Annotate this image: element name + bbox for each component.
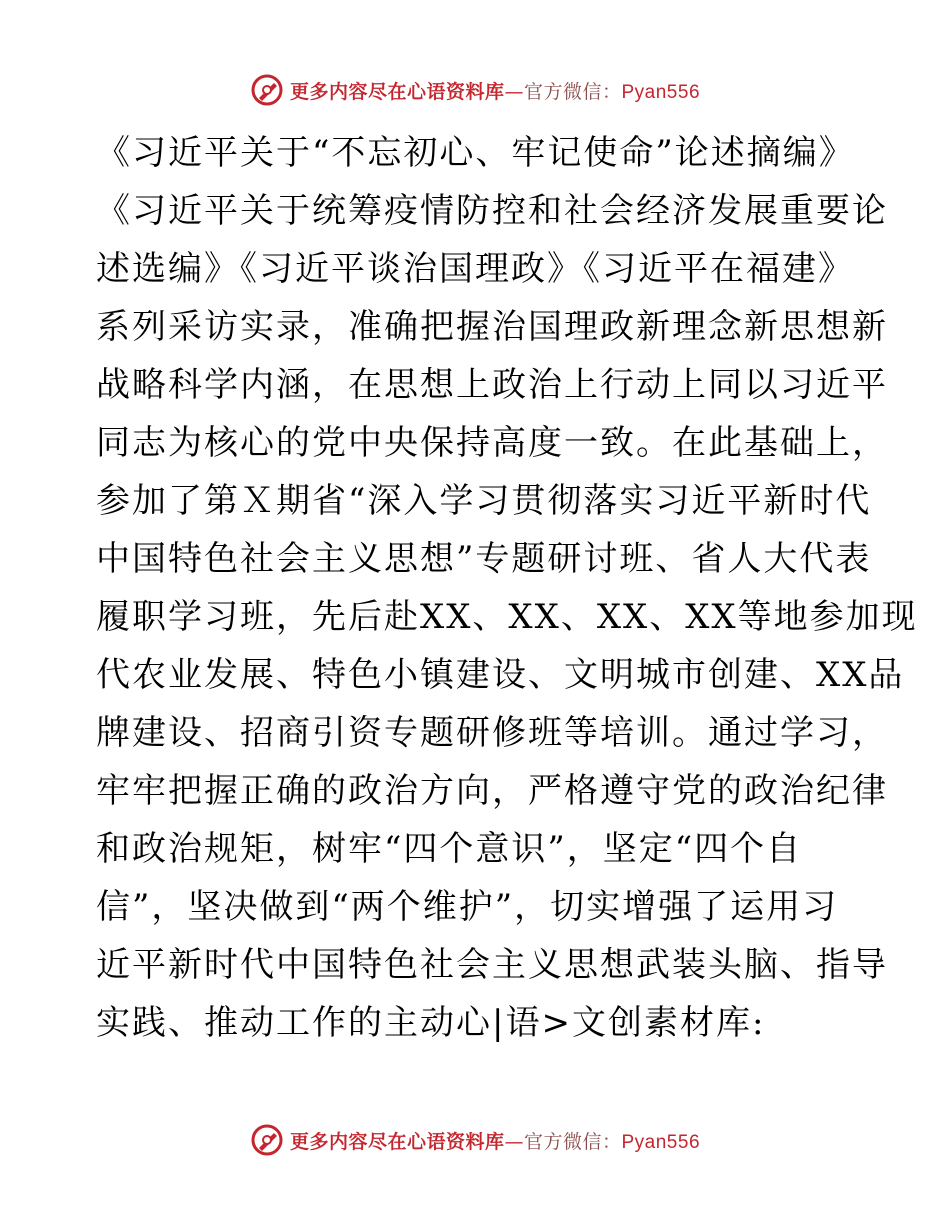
- body-line: 同志为核心的党中央保持高度一致。在此基础上，: [96, 423, 888, 463]
- body-line: 《习近平关于“不忘初心、牢记使命”论述摘编》: [96, 133, 855, 173]
- header-watermark: [0, 70, 950, 110]
- watermark-wechat-id: Pyan556: [621, 81, 701, 103]
- watermark-brand: 更多内容尽在心语资料库: [289, 1130, 505, 1153]
- brand-logo-icon: [250, 73, 284, 107]
- body-line: 代农业发展、特色小镇建设、文明城市创建、XX品: [96, 655, 905, 695]
- body-line: 履职学习班，先后赴XX、XX、XX、XX等地参加现: [96, 597, 918, 637]
- body-line: 《习近平关于统筹疫情防控和社会经济发展重要论: [96, 191, 888, 231]
- document-body: [96, 124, 918, 1052]
- watermark-separator: —: [504, 1130, 524, 1153]
- watermark-wechat-id: Pyan556: [621, 1131, 701, 1153]
- body-line: 参加了第Ｘ期省“深入学习贯彻落实习近平新时代: [96, 481, 872, 521]
- body-line: 中国特色社会主义思想”专题研讨班、省人大代表: [96, 539, 872, 579]
- watermark-text: [290, 77, 700, 104]
- footer-watermark: [0, 1120, 950, 1160]
- body-line: 近平新时代中国特色社会主义思想武装头脑、指导: [96, 945, 888, 985]
- watermark-wechat-label: 官方微信：: [523, 1130, 622, 1153]
- body-line: 牢牢把握正确的政治方向，严格遵守党的政治纪律: [96, 771, 888, 811]
- body-line: 和政治规矩，树牢“四个意识”，坚定“四个自: [96, 829, 803, 869]
- body-line: 实践、推动工作的主动心|语>文创素材库:: [96, 1003, 766, 1043]
- watermark-brand: 更多内容尽在心语资料库: [289, 80, 505, 103]
- brand-logo-icon: [250, 1123, 284, 1157]
- body-line: 系列采访实录，准确把握治国理政新理念新思想新: [96, 307, 888, 347]
- body-line: 信”，坚决做到“两个维护”，切实增强了运用习: [96, 887, 839, 927]
- body-line: 战略科学内涵，在思想上政治上行动上同以习近平: [96, 365, 888, 405]
- body-line: 牌建设、招商引资专题研修班等培训。通过学习，: [96, 713, 888, 753]
- body-line: 述选编》《习近平谈治国理政》《习近平在福建》: [96, 249, 854, 289]
- watermark-wechat-label: 官方微信：: [523, 80, 622, 103]
- watermark-text: [290, 1127, 700, 1154]
- watermark-separator: —: [504, 80, 524, 103]
